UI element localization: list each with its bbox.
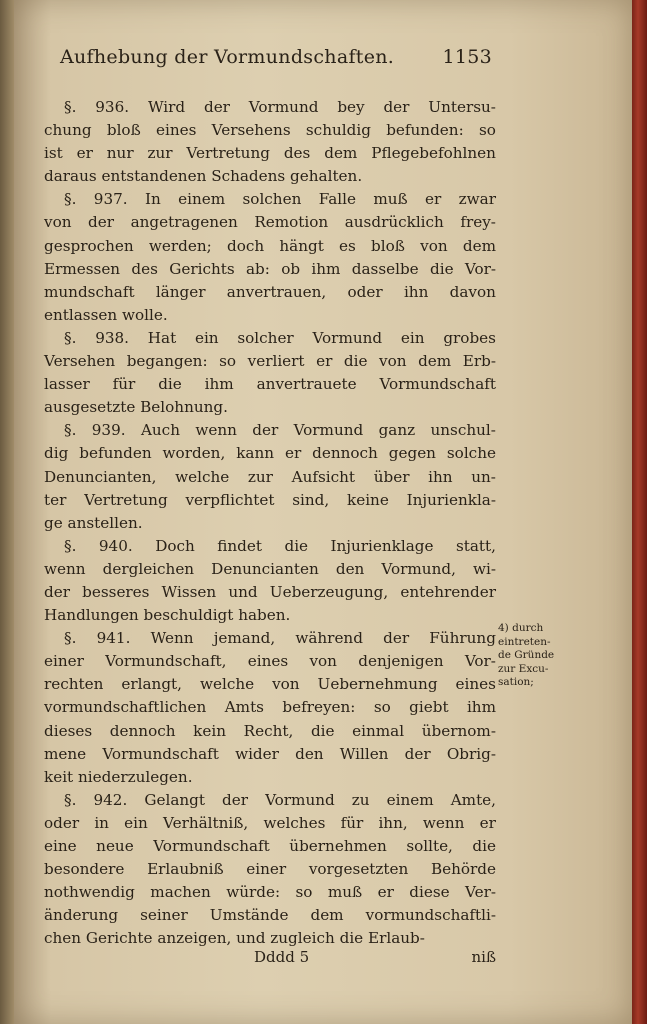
text-line: besondere Erlaubniß einer vorgesetzten Behörde — [44, 860, 496, 879]
text-line: mundschaft länger anvertrauen, oder ihn davon — [44, 282, 496, 301]
text-line: dig befunden worden, kann er dennoch gegen solche — [44, 444, 496, 463]
text-line: §. 942. Gelangt der Vormund zu einem Amte, — [64, 790, 496, 809]
margin-note-line: de Gründe — [498, 649, 555, 661]
page-number: 1153 — [442, 46, 492, 68]
text-line: der besseres Wissen und Ueberzeugung, entehrender — [44, 582, 496, 601]
text-line: vormundschaftlichen Amts befreyen: so giebt ihm — [44, 698, 496, 717]
page-header — [60, 46, 492, 72]
text-line: ge anstellen. — [44, 513, 143, 532]
text-line: nothwendig machen würde: so muß er diese Ver- — [44, 883, 496, 902]
text-line: Handlungen beschuldigt haben. — [44, 606, 291, 625]
text-line: Versehen begangen: so verliert er die von dem Erb- — [44, 352, 496, 371]
text-line: §. 938. Hat ein solcher Vormund ein grobes — [64, 328, 496, 347]
text-line: Denuncianten, welche zur Aufsicht über ihn un- — [44, 467, 496, 486]
text-line: änderung seiner Umstände dem vormundschaftli- — [44, 906, 496, 925]
text-line: chen Gerichte anzeigen, und zugleich die Erlaub- — [44, 929, 425, 948]
text-line: wenn dergleichen Denuncianten den Vormund, wi- — [44, 559, 496, 578]
text-line: gesprochen werden; doch hängt es bloß von dem — [44, 236, 496, 255]
text-line: dieses dennoch kein Recht, die einmal übernom- — [44, 721, 496, 740]
text-line: §. 939. Auch wenn der Vormund ganz unschul- — [64, 421, 496, 440]
text-line: ist er nur zur Vertretung des dem Pflegebefohlnen — [44, 144, 496, 163]
text-line: §. 937. In einem solchen Falle muß er zwar — [64, 190, 496, 209]
margin-note-line: zur Excu- — [498, 662, 549, 675]
text-line: ter Vertretung verpflichtet sind, keine Injurienkla- — [44, 490, 496, 509]
text-line: oder in ein Verhältniß, welches für ihn, wenn er — [44, 813, 496, 832]
text-line: rechten erlangt, welche von Uebernehmung eines — [44, 675, 496, 694]
page-left-edge — [0, 0, 14, 1024]
body-text — [44, 96, 496, 950]
text-line: §. 936. Wird der Vormund bey der Untersu- — [64, 98, 496, 116]
page-footer — [44, 948, 496, 972]
text-line: keit niederzulegen. — [44, 767, 193, 786]
text-line: Ermessen des Gerichts ab: ob ihm dasselbe die Vor- — [44, 259, 496, 278]
running-title: Aufhebung der Vormundschaften. — [60, 46, 395, 68]
book-spine-edge — [632, 0, 647, 1024]
margin-note-line: 4) durch — [498, 622, 544, 634]
signature-mark: Dddd 5 — [254, 948, 310, 966]
margin-note — [498, 622, 584, 690]
text-line: entlassen wolle. — [44, 305, 168, 324]
text-line: von der angetragenen Remotion ausdrücklich frey- — [44, 213, 496, 232]
text-line: eine neue Vormundschaft übernehmen sollte, die — [44, 837, 496, 855]
text-line: §. 941. Wenn jemand, während der Führung — [64, 629, 496, 648]
text-line: lasser für die ihm anvertrauete Vormundschaft — [44, 375, 496, 394]
text-line: mene Vormundschaft wider den Willen der Obrig- — [44, 744, 496, 763]
text-line: §. 940. Doch findet die Injurienklage statt, — [64, 536, 496, 555]
text-line: daraus entstandenen Schadens gehalten. — [44, 167, 363, 186]
text-line: chung bloß eines Versehens schuldig befunden: so — [44, 121, 496, 140]
text-line: einer Vormundschaft, eines von denjenigen Vor- — [44, 652, 496, 671]
margin-note-line: sation; — [498, 676, 534, 688]
margin-note-line: eintreten- — [498, 635, 551, 648]
text-line: ausgesetzte Belohnung. — [44, 398, 228, 417]
catchword: niß — [471, 948, 496, 966]
